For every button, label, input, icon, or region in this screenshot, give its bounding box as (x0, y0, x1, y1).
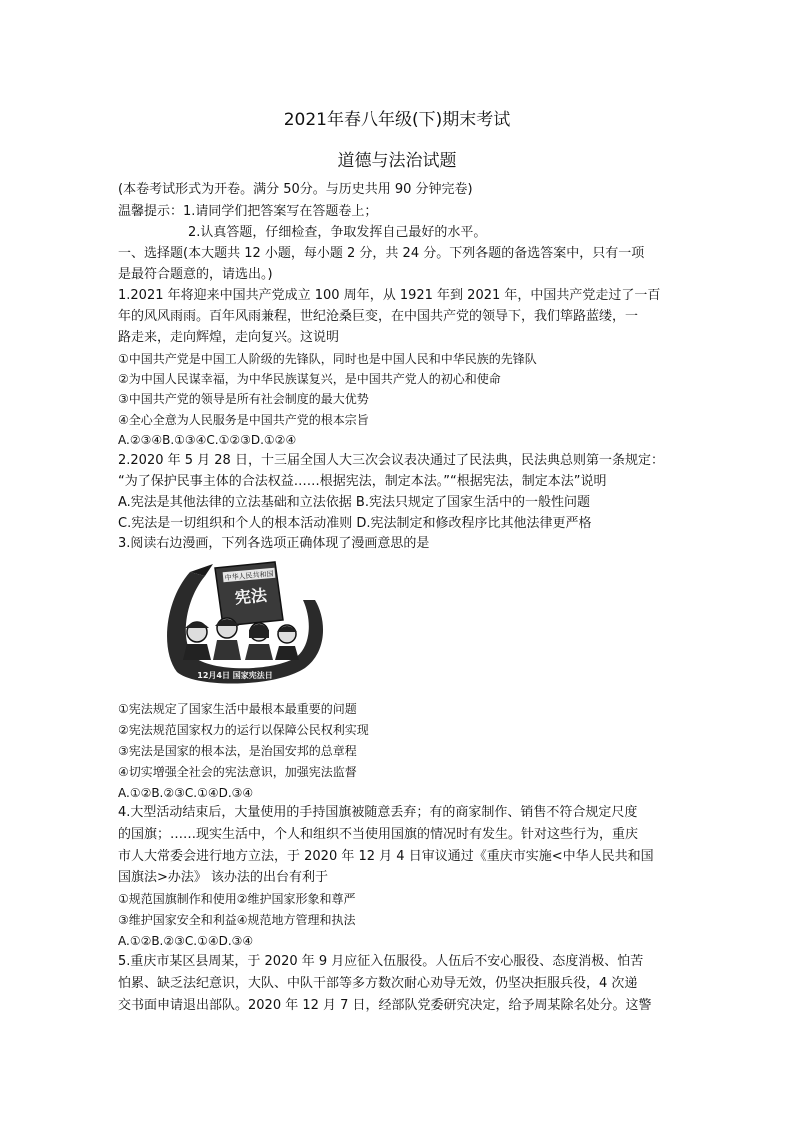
q1-option-1: ①中国共产党是中国工人阶级的先锋队，同时也是中国人民和中华民族的先锋队 (118, 352, 537, 366)
section-heading-line-1: 一、选择题(本大题共 12 小题，每小题 2 分，共 24 分。下列各题的备选答案中，只有一项 (118, 246, 645, 261)
q1-stem-line-3: 路走来，走向辉煌，走向复兴。这说明 (118, 330, 340, 345)
q4-options-34: ③维护国家安全和利益④规范地方管理和执法 (118, 913, 356, 927)
page-title: 2021年春八年级(下)期末考试 (283, 110, 511, 130)
exam-note: (本卷考试形式为开卷。满分 50分。与历史共用 90 分钟完卷) (118, 182, 473, 197)
q4-stem-line-3: 市人大常委会进行地方立法，于 2020 年 12 月 4 日审议通过《重庆市实施<中华人民共和国 (118, 849, 654, 864)
q2-stem-line-2: “为了保护民事主体的合法权益……根据宪法，制定本法。”“根据宪法，制定本法”说明 (118, 474, 607, 489)
q2-options-cd: C.宪法是一切组织和个人的根本活动准则 D.宪法制定和修改程序比其他法律更严格 (118, 516, 592, 531)
q5-stem-line-1: 5.重庆市某区县周某，于 2020 年 9 月应征入伍服役。人伍后不安心服役、态度消极、怕苦 (118, 954, 644, 969)
q1-option-2: ②为中国人民谋幸福，为中华民族谋复兴，是中国共产党人的初心和使命 (118, 372, 501, 386)
page-subtitle: 道德与法治试题 (337, 151, 457, 171)
q2-stem-line-1: 2.2020 年 5 月 28 日，十三届全国人大三次会议表决通过了民法典，民法典总则第一条规定： (118, 453, 664, 468)
constitution-day-cartoon (155, 560, 330, 690)
cartoon-ribbon-text: 12月4日 国家宪法日 (197, 671, 273, 680)
q4-answers: A.①②B.②③C.①④D.③④ (118, 934, 254, 948)
q3-option-2: ②宪法规范国家权力的运行以保障公民权利实现 (118, 723, 369, 737)
q3-answers: A.①②B.②③C.①④D.③④ (118, 786, 254, 800)
q4-stem-line-2: 的国旗；……现实生活中，个人和组织不当使用国旗的情况时有发生。针对这些行为，重庆 (118, 827, 639, 842)
q1-answers: A.②③④B.①③④C.①②③D.①②④ (118, 433, 297, 447)
q4-options-12: ①规范国旗制作和使用②维护国家形象和尊严 (118, 892, 356, 906)
q5-stem-line-2: 怕累、缺乏法纪意识，大队、中队干部等多方数次耐心劝导无效，仍坚决拒服兵役，4 次递 (118, 976, 638, 991)
q1-option-4: ④全心全意为人民服务是中国共产党的根本宗旨 (118, 413, 369, 427)
q4-stem-line-1: 4.大型活动结束后，大量使用的手持国旗被随意丢弃；有的商家制作、销售不符合规定尺度 (118, 805, 638, 820)
q1-stem-line-2: 年的风风雨雨。百年风雨兼程，世纪沧桑巨变，在中国共产党的领导下，我们筚路蓝缕，一 (118, 309, 639, 324)
q1-option-3: ③中国共产党的领导是所有社会制度的最大优势 (118, 392, 369, 406)
cartoon-book-title: 宪法 (234, 585, 268, 608)
q1-stem-line-1: 1.2021 年将迎来中国共产党成立 100 周年，从 1921 年到 2021 年，中国共产党走过了一百 (118, 288, 661, 303)
q3-option-1: ①宪法规定了国家生活中最根本最重要的问题 (118, 702, 357, 716)
section-heading-line-2: 是最符合题意的，请选出。) (118, 267, 273, 282)
q2-options-ab: A.宪法是其他法律的立法基础和立法依据 B.宪法只规定了国家生活中的一般性问题 (118, 495, 590, 510)
q3-option-3: ③宪法是国家的根本法，是治国安邦的总章程 (118, 744, 357, 758)
cartoon-book-top-text: 中华人民共和国 (224, 569, 274, 583)
q3-option-4: ④切实增强全社会的宪法意识，加强宪法监督 (118, 765, 357, 779)
q4-stem-line-4: 国旗法>办法》 该办法的出台有利于 (118, 870, 329, 885)
q3-stem: 3.阅读右边漫画，下列各选项正确体现了漫画意思的是 (118, 536, 430, 551)
tips-line-1: 温馨提示：1.请同学们把答案写在答题卷上； (118, 204, 378, 219)
tips-line-2: 2.认真答题，仔细检查，争取发挥自己最好的水平。 (188, 225, 487, 240)
q5-stem-line-3: 交书面申请退出部队。2020 年 12 月 7 日，经部队党委研究决定，给予周某除名处分。这警 (118, 998, 652, 1013)
